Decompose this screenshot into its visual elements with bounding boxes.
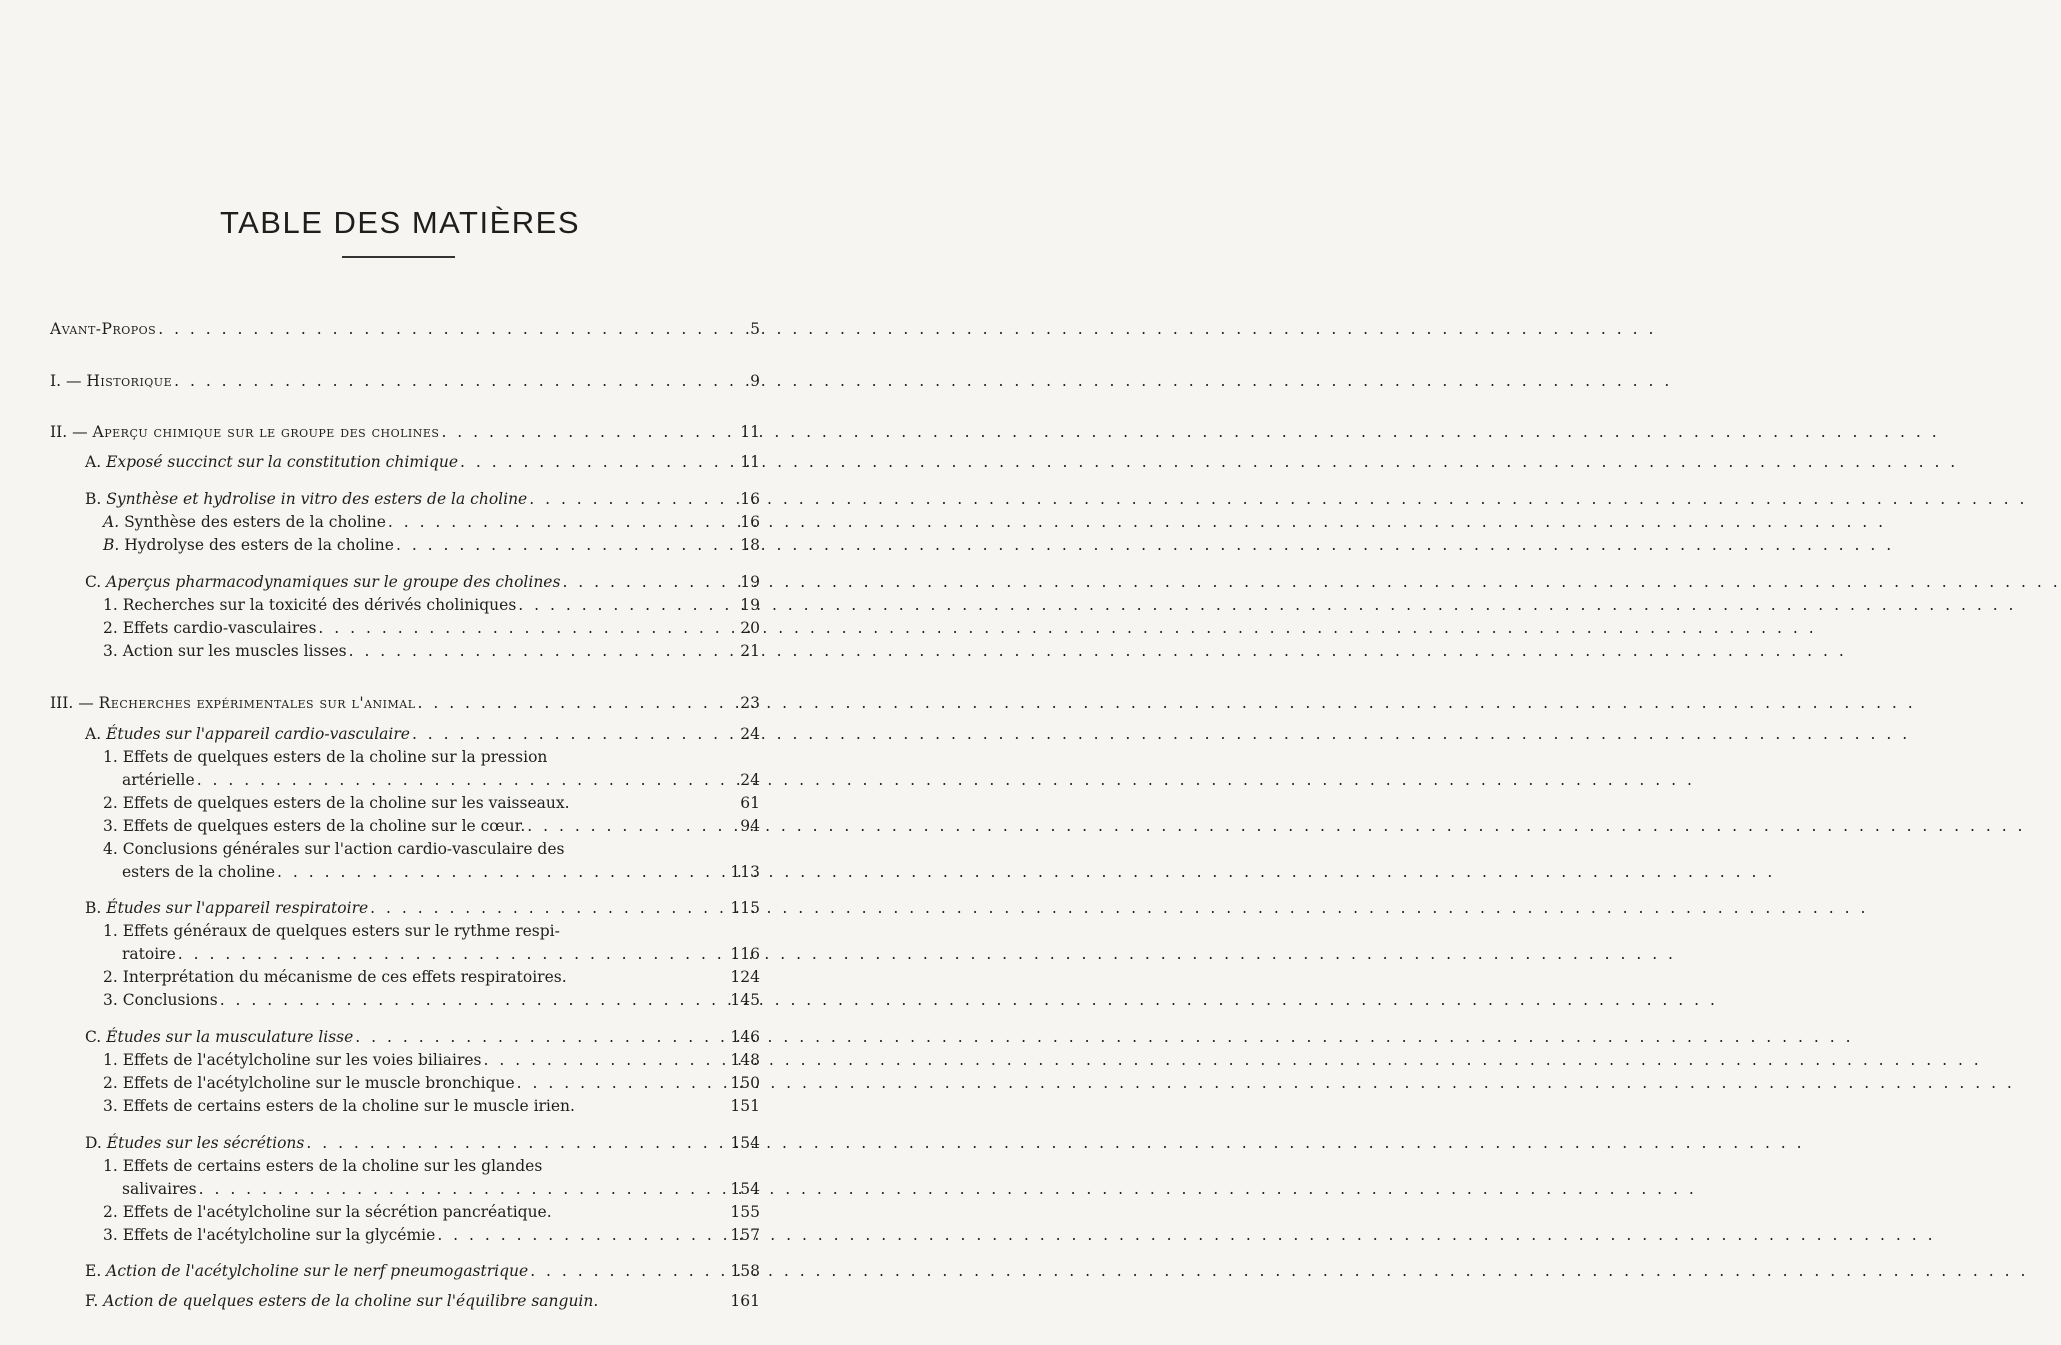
toc-entry-letter: B. [85, 490, 107, 508]
toc-entry-letter: E. [85, 1262, 107, 1280]
toc-page-number: 145 [730, 991, 760, 1009]
toc-page-number: 148 [730, 1051, 760, 1069]
toc-entry-label: Action de quelques esters de la choline sur l'équilibre sanguin. [103, 1292, 599, 1310]
toc-page-number: 5 [750, 320, 760, 338]
toc-entry-number: III. — [50, 694, 99, 712]
dot-leader [349, 640, 1847, 662]
toc-page-number: 115 [730, 899, 760, 917]
toc-entry-recherches-b-2[interactable] [103, 966, 760, 988]
toc-entry-label: Action de l'acétylcholine sur le nerf pneumogastrique [106, 1262, 529, 1280]
toc-entry-apercu-b[interactable] [85, 488, 760, 510]
toc-entry-recherches-a-3[interactable] [103, 815, 760, 837]
toc-page-number: 124 [730, 968, 760, 986]
toc-entry-label: 3. Effets de certains esters de la choline sur le muscle irien. [103, 1097, 575, 1115]
dot-leader [306, 1132, 1804, 1154]
toc-entry-recherches-d-3[interactable] [103, 1224, 760, 1246]
toc-entry-label: 4. Conclusions générales sur l'action cardio-vasculaire des [103, 840, 565, 858]
toc-entry-letter: C. [85, 573, 107, 591]
toc-entry-number: II. — [50, 423, 93, 441]
toc-page-number: 146 [730, 1028, 760, 1046]
toc-page-number: 94 [740, 817, 760, 835]
toc-entry-recherches-d-1[interactable] [103, 1155, 542, 1177]
toc-entry-letter: F. [85, 1292, 104, 1310]
toc-page-number: 19 [740, 596, 760, 614]
toc-entry-label: 1. Recherches sur la toxicité des dérivés choliniques [103, 596, 517, 614]
dot-leader [158, 318, 1656, 340]
toc-entry-apercu-c-2[interactable] [103, 617, 760, 639]
toc-entry-label: Historique [86, 372, 173, 390]
dot-leader [396, 534, 1894, 556]
toc-entry-label: Synthèse des esters de la choline [124, 513, 386, 531]
toc-entry-label: 1. Effets de quelques esters de la choline sur la pression [103, 748, 548, 766]
toc-entry-label: 1. Effets de certains esters de la choline sur les glandes [103, 1157, 543, 1175]
toc-page-number: 154 [730, 1180, 760, 1198]
toc-page-number: 155 [730, 1203, 760, 1221]
toc-entry-recherches-d[interactable] [85, 1132, 760, 1154]
toc-entry-recherches-a-1[interactable] [103, 746, 547, 768]
toc-entry-label: Recherches expérimentales sur l'animal [98, 694, 416, 712]
toc-page-number: 113 [730, 863, 760, 881]
dot-leader [412, 723, 1910, 745]
toc-entry-label: 1. Effets de l'acétylcholine sur les voies biliaires [103, 1051, 482, 1069]
dot-leader [562, 571, 2060, 593]
toc-page-number: 16 [740, 513, 760, 531]
toc-entry-recherches[interactable] [50, 692, 760, 714]
toc-page-number: 24 [740, 771, 760, 789]
toc-entry-recherches-f[interactable] [85, 1290, 760, 1312]
toc-page-number: 18 [740, 536, 760, 554]
toc-entry-recherches-b[interactable] [85, 897, 760, 919]
toc-entry-recherches-d-1-cont[interactable] [122, 1178, 760, 1200]
toc-page-number: 11 [740, 453, 760, 471]
toc-entry-letter: A. [85, 453, 107, 471]
dot-leader [355, 1026, 1853, 1048]
toc-entry-label: Hydrolyse des esters de la choline [124, 536, 394, 554]
toc-entry-label: 3. Effets de quelques esters de la choline sur le cœur. [103, 817, 526, 835]
dot-leader [199, 1178, 1697, 1200]
toc-entry-apercu-c-1[interactable] [103, 594, 760, 616]
dot-leader [388, 511, 1886, 533]
toc-entry-letter: C. [85, 1028, 107, 1046]
toc-entry-recherches-a[interactable] [85, 723, 760, 745]
toc-entry-apercu-c[interactable] [85, 571, 760, 593]
toc-entry-label: 1. Effets généraux de quelques esters sur le rythme respi- [103, 922, 560, 940]
dot-leader [441, 421, 1939, 443]
toc-entry-letter: A. [103, 513, 125, 531]
toc-page-number: 20 [740, 619, 760, 637]
toc-entry-recherches-a-2[interactable] [103, 792, 760, 814]
toc-page-number: 116 [730, 945, 760, 963]
dot-leader [277, 861, 1775, 883]
toc-entry-recherches-e[interactable] [85, 1260, 760, 1282]
toc-page-number: 150 [730, 1074, 760, 1092]
toc-entry-recherches-b-3[interactable] [103, 989, 760, 1011]
toc-entry-recherches-a-4[interactable] [103, 838, 564, 860]
toc-entry-historique[interactable] [50, 370, 760, 392]
toc-entry-apercu-chimique[interactable] [50, 421, 760, 443]
toc-entry-letter: B. [103, 536, 125, 554]
toc-entry-label: 2. Effets de l'acétylcholine sur le muscle bronchique [103, 1074, 515, 1092]
toc-entry-letter: D. [85, 1134, 107, 1152]
toc-entry-label: Aperçus pharmacodynamiques sur le groupe des cholines [106, 573, 561, 591]
toc-entry-number: I. — [50, 372, 87, 390]
toc-entry-label: Études sur la musculature lisse [106, 1028, 354, 1046]
dot-leader [197, 769, 1695, 791]
toc-page-number: 9 [750, 372, 760, 390]
toc-entry-label: 2. Effets de l'acétylcholine sur la sécrétion pancréatique. [103, 1203, 552, 1221]
toc-entry-recherches-b-1-cont[interactable] [122, 943, 760, 965]
toc-entry-label: 3. Conclusions [103, 991, 218, 1009]
dot-leader [460, 451, 1958, 473]
dot-leader [370, 897, 1868, 919]
toc-entry-avant-propos[interactable] [50, 318, 760, 340]
toc-entry-label-cont: artérielle [122, 771, 195, 789]
toc-entry-recherches-c-2[interactable] [103, 1072, 760, 1094]
toc-entry-recherches-a-1-cont[interactable] [122, 769, 760, 791]
table-of-contents [0, 0, 800, 1345]
toc-entry-label: 3. Action sur les muscles lisses [103, 642, 347, 660]
toc-entry-recherches-a-4-cont[interactable] [122, 861, 760, 883]
toc-entry-label: Études sur l'appareil cardio-vasculaire [106, 725, 410, 743]
dot-leader [174, 370, 1672, 392]
toc-page-number: 11 [740, 423, 760, 441]
toc-page-number: 161 [730, 1292, 760, 1310]
toc-entry-letter: B. [85, 899, 107, 917]
toc-entry-label: 2. Effets de quelques esters de la choline sur les vaisseaux. [103, 794, 570, 812]
toc-page-number: 158 [730, 1262, 760, 1280]
dot-leader [318, 617, 1816, 639]
page-title: TABLE DES MATIÈRES [219, 205, 581, 240]
toc-page-number: 157 [730, 1226, 760, 1244]
toc-page-number: 24 [740, 725, 760, 743]
toc-entry-label: Exposé succinct sur la constitution chimique [106, 453, 459, 471]
dot-leader [178, 943, 1676, 965]
toc-entry-recherches-b-1[interactable] [103, 920, 560, 942]
toc-entry-label: Aperçu chimique sur le groupe des cholines [92, 423, 440, 441]
toc-entry-apercu-a[interactable] [85, 451, 760, 473]
toc-entry-label: Études sur les sécrétions [106, 1134, 305, 1152]
toc-page-number: 151 [730, 1097, 760, 1115]
toc-entry-label: Synthèse et hydrolise in vitro des esters de la choline [106, 490, 528, 508]
toc-entry-recherches-d-2[interactable] [103, 1201, 760, 1223]
toc-entry-label: 2. Effets cardio-vasculaires [103, 619, 317, 637]
toc-page-number: 19 [740, 573, 760, 591]
toc-page-number: 23 [740, 694, 760, 712]
toc-page-number: 61 [740, 794, 760, 812]
dot-leader [437, 1224, 1935, 1246]
toc-entry-apercu-b-a[interactable] [103, 511, 760, 533]
toc-entry-label-cont: esters de la choline [122, 863, 276, 881]
toc-entry-label-cont: ratoire [122, 945, 176, 963]
toc-entry-label: 3. Effets de l'acétylcholine sur la glycémie [103, 1226, 436, 1244]
toc-entry-apercu-c-3[interactable] [103, 640, 760, 662]
toc-entry-label: 2. Interprétation du mécanisme de ces effets respiratoires. [103, 968, 567, 986]
toc-entry-apercu-b-b[interactable] [103, 534, 760, 556]
toc-entry-recherches-c[interactable] [85, 1026, 760, 1048]
toc-entry-letter: A. [85, 725, 107, 743]
toc-page-number: 16 [740, 490, 760, 508]
dot-leader [484, 1049, 1982, 1071]
toc-entry-label-cont: salivaires [122, 1180, 197, 1198]
dot-leader [418, 692, 1916, 714]
toc-entry-recherches-c-1[interactable] [103, 1049, 760, 1071]
dot-leader [220, 989, 1718, 1011]
toc-page-number: 21 [740, 642, 760, 660]
toc-entry-label: Avant-Propos [50, 320, 157, 338]
toc-entry-label: Études sur l'appareil respiratoire [106, 899, 369, 917]
toc-page-number: 154 [730, 1134, 760, 1152]
toc-entry-recherches-c-3[interactable] [103, 1095, 760, 1117]
